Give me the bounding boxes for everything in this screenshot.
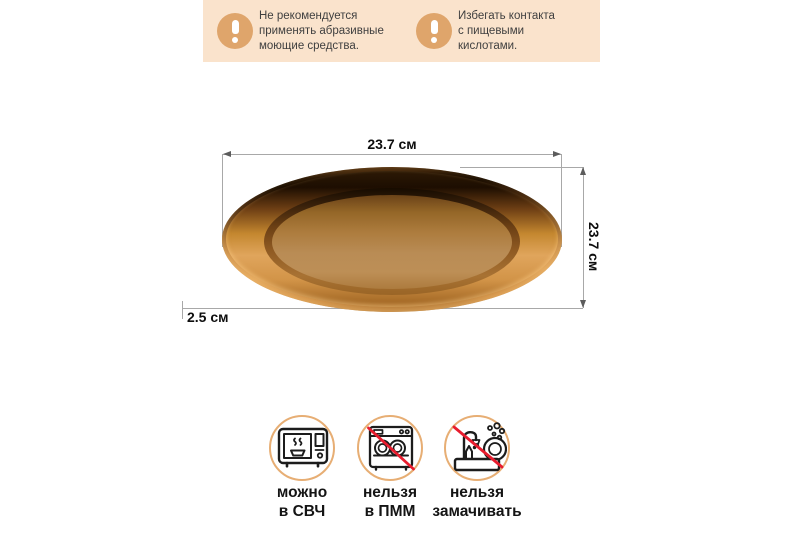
arrow-right-icon xyxy=(553,151,561,157)
height-dim-line xyxy=(583,167,584,308)
microwave-care-badge xyxy=(269,415,335,481)
warning-line: с пищевыми xyxy=(458,25,525,37)
warning-line: кислотами. xyxy=(458,40,518,52)
depth-dim-label: 2.5 см xyxy=(187,309,229,325)
width-dim-label: 23.7 см xyxy=(367,136,417,152)
plate-well xyxy=(272,195,512,289)
microwave-icon xyxy=(277,426,329,470)
arrow-up-icon xyxy=(580,167,586,175)
arrow-left-icon xyxy=(223,151,231,157)
microwave-care-label: можно в СВЧ xyxy=(276,484,328,520)
warning-abrasive-text xyxy=(259,9,384,54)
warning-line: применять абразивные xyxy=(259,25,384,37)
plate-photo xyxy=(222,167,562,312)
dishwasher-care-label: нельзя в ПММ xyxy=(362,484,418,520)
warning-line: Избегать контакта xyxy=(458,10,555,22)
soaking-care-label: нельзя замачивать xyxy=(432,484,522,520)
exclamation-icon xyxy=(217,13,253,49)
depth-dim-tick xyxy=(182,301,183,319)
warning-line: Не рекомендуется xyxy=(259,10,358,22)
soaking-care-badge xyxy=(444,415,510,481)
warning-band xyxy=(203,0,600,62)
arrow-down-icon xyxy=(580,300,586,308)
width-dim-line xyxy=(222,154,562,155)
height-dim-label: 23.7 см xyxy=(586,222,602,272)
warning-acids xyxy=(416,0,600,62)
warning-acids-text xyxy=(458,9,555,54)
soaking-icon xyxy=(449,422,507,472)
exclamation-icon xyxy=(416,13,452,49)
warning-line: моющие средства. xyxy=(259,40,359,52)
warning-abrasive xyxy=(217,0,402,62)
dishwasher-care-badge xyxy=(357,415,423,481)
dishwasher-icon xyxy=(365,425,417,471)
